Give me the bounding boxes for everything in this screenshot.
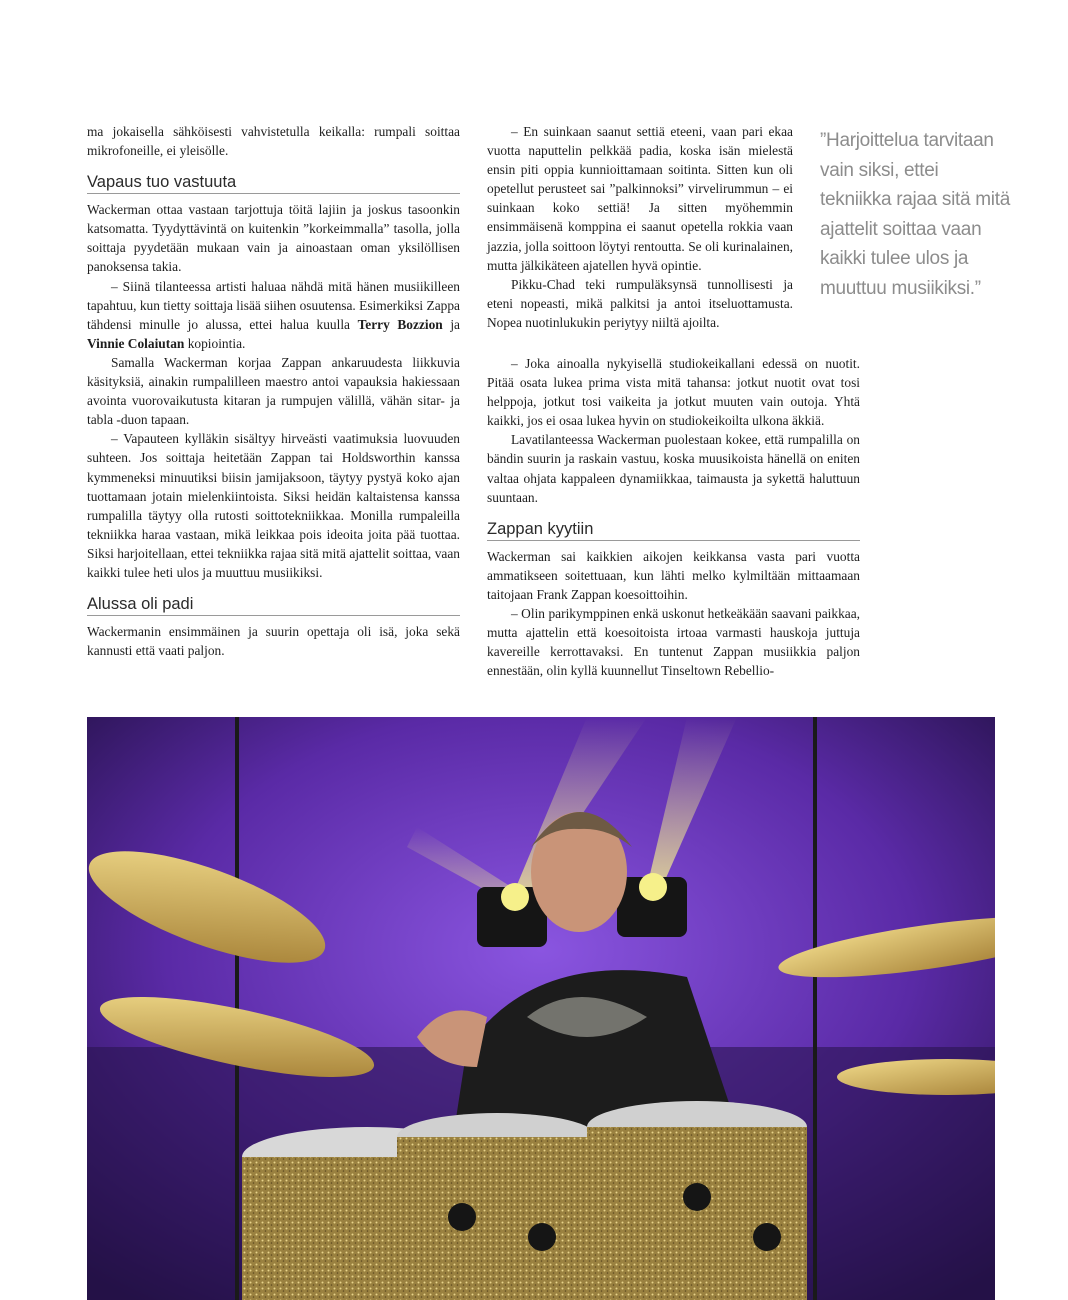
drummer-photo-illustration [87,717,995,1300]
section-heading-alussa: Alussa oli padi [87,594,460,616]
paragraph [87,277,460,353]
name-terry-bozzio: Terry Bozzion [357,316,443,332]
drum-kit [242,1101,807,1300]
pull-quote: ”Harjoittelua tarvitaan vain siksi, ettei tekniikka rajaa sitä mitä ajattelit soittaa vaan kaikki tulee ulos ja muuttuu musiikiksi.” [820,130,1010,299]
paragraph: Wackermanin ensimmäinen ja suurin opettaja oli isä, joka sekä kannusti että vaati paljon. [87,624,460,659]
paragraph: – Olin parikymppinen enkä uskonut hetkeäkään saavani paikkaa, mutta ajattelin että koesoitoista irtoaa varmasti hauskoja juttuja kavereille kerrottavaksi. En tuntenut Zappan musiikkia paljon ennestään, olin kyllä kuunnellut Tinseltown Rebellio- [487,606,860,679]
drummer-photo [87,717,995,1300]
paragraph-text: kopiointia. [184,335,246,351]
paragraph: Pikku-Chad teki rumpuläksynsä tunnollisesti ja eteni nopeasti, mikä palkitsi ja antoi itseluottamusta. Nopea nuotinlukukin periytyy niiltä ajoilta. [487,276,793,330]
paragraph: Samalla Wackerman korjaa Zappan ankaruudesta liikkuvia käsityksiä, ainakin rumpalilleen maestro antoi vapauksia hakiessaan avointa vuorovaikutusta kitaran ja rumpujen välillä, vähän sitar- ja tabla -duon tapaan. [87,354,460,428]
article-column-middle [487,122,793,332]
name-vinnie-colaiuta: Vinnie Colaiutan [87,335,185,351]
article-column-right [487,354,860,680]
article-column-left [87,122,460,660]
paragraph: – Joka ainoalla nykyisellä studiokeikallani edessä on nuotit. Pitää osata lukea prima vista mitä tahansa: jotkut nuotit ovat tosi helppoja, jotkut tosi vaikeita ja jotkut muuten vain outoja. Yhtä kaikki, jos ei osaa lukea hyvin on studiokeikoilta ulkona äkkiä. [487,356,860,429]
section-heading-vapaus: Vapaus tuo vastuuta [87,172,460,194]
paragraph: – Vapauteen kylläkin sisältyy hirveästi vaatimuksia luovuuden suhteen. Jos soittaja heitetään Zappan tai Holdsworthin kanssa kymmeneksi minuutiksi biisin jamijaksoon, täytyy pystyä koko ajan tuottamaan jotain mielenkiintoista. Siksi heidän kaltaistensa kanssa rumpalilla täytyy olla rutosti soittotekniikkaa. Monilla rumpaleilla tekniikka haraa vastaan, mikä leikkaa pois ideoita joita pää tuottaa. Siksi harjoitellaan, ettei tekniikka rajaa sitä mitä ajattelit soittaa, vaan kaikki tulee heti ulos ja muuttuu musiikiksi. [87,431,460,580]
paragraph: ma jokaisella sähköisesti vahvistetulla keikalla: rumpali soittaa mikrofoneille, ei yleisölle. [87,124,460,159]
paragraph: Wackerman ottaa vastaan tarjottuja töitä lajiin ja joskus tasoonkin katsomatta. Tyydyttävintä on kuitenkin ”korkeimmalla” tasolla, jolla soittaja pyydetään mukaan vain ja ainoastaan oman yksilöllisen panoksensa takia. [87,202,460,275]
paragraph-text: ja [442,316,461,332]
paragraph-text: – Siinä tilanteessa artisti haluaa nähdä mitä hänen musiikilleen tapahtuu, kun tietty soittaja lisää siihen osuutensa. Esimerkiksi Zappa tähdensi minulle jo alussa, ettei halua kuulla [87,278,460,332]
stage-light-right [617,873,687,937]
paragraph: Wackerman sai kaikkien aikojen keikkansa vasta pari vuotta ammatikseen soitettuaan, kun lähti melko kylmiltään mittaamaan taitojaan Frank Zappan koesoittoihin. [487,548,860,602]
section-heading-zappan: Zappan kyytiin [487,519,860,541]
paragraph: Lavatilanteessa Wackerman puolestaan kokee, että rumpalilla on bändin suurin ja raskain vastuu, koska muusikoista hänellä on eniten valtaa ohjata kappaleen dynamiikkaa, taimausta ja sykettä haluttuun suuntaan. [487,432,860,505]
paragraph: – En suinkaan saanut settiä eteeni, vaan pari ekaa vuotta naputtelin pelkkää padia, koska isän mielestä ensin piti oppia kunnioittamaan soitinta. Sitten kun oli opetellut perusteet sai ”palkinnoksi” virvelirummun – ei suinkaan koko settiä! Ja sitten myöhemmin ensimmäisenä komppina ei saanut opetella rokkia vaan jazzia, jolla soittoon löytyi rentoutta. Se oli kurinalainen, mutta jälkikäteen ajatellen hyvä opintie. [487,124,793,273]
